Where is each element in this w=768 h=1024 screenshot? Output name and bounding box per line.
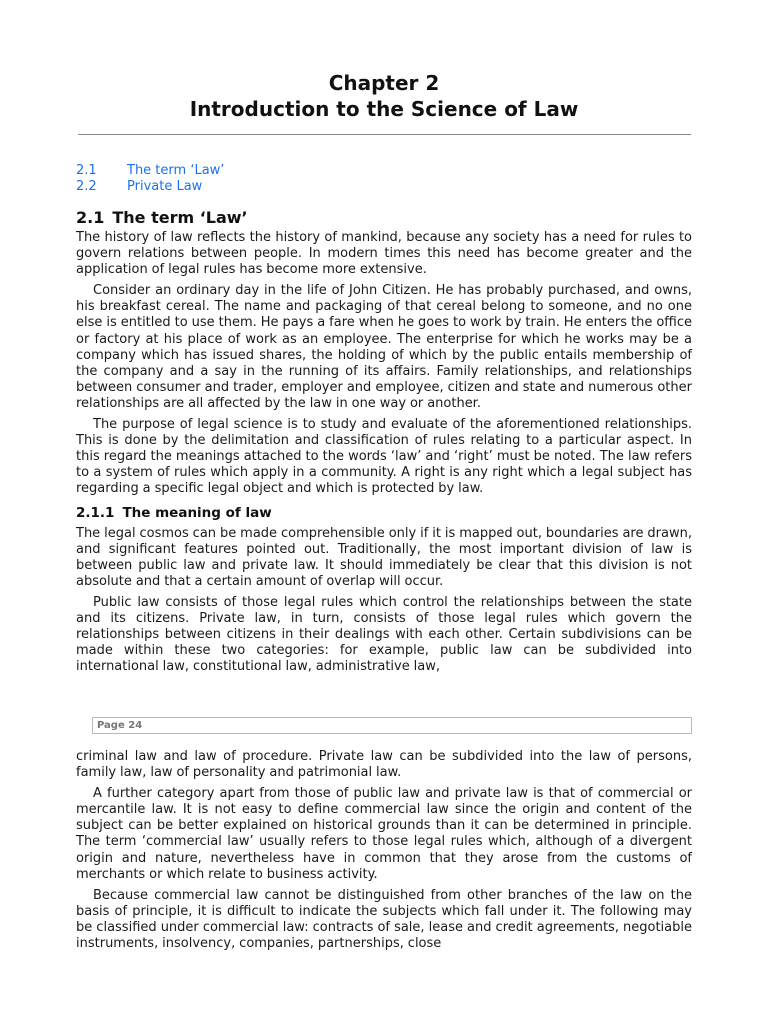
continued-text-block: [76, 749, 692, 957]
toc-number: 2.2: [76, 179, 97, 194]
subsection-title: The meaning of law: [122, 504, 272, 521]
section-heading-2-1: [76, 208, 692, 228]
chapter-number: Chapter 2: [328, 71, 440, 95]
main-text-block: [76, 208, 692, 680]
section-title: The term ‘Law’: [112, 208, 248, 227]
page-number-box: [92, 717, 692, 734]
paragraph: A further category apart from those of public law and private law is that of commercial or mercantile law. It is not easy to define commercial law since the origin and content of the subject can be better explained on historical grounds than it can be determined in principle. The term ‘commercial law’ usually refers to those legal rules which, although of a divergent origin and nature, nevertheless have in common that they arose from the customs of merchants or which relate to business activity.: [76, 786, 692, 882]
page-number: Page 24: [97, 720, 143, 731]
toc-label: The term ‘Law’: [127, 163, 225, 178]
chapter-heading: [0, 70, 768, 122]
paragraph: The legal cosmos can be made comprehensible only if it is mapped out, boundaries are drawn, and significant features pointed out. Traditionally, the most important division of law is between public law and private law. It should immediately be clear that this division is not absolute and that a certain amount of overlap will occur.: [76, 525, 692, 589]
chapter-title: Introduction to the Science of Law: [189, 97, 579, 121]
subsection-heading-2-1-1: [76, 505, 692, 522]
heading-divider: [78, 134, 691, 135]
paragraph: Because commercial law cannot be distinguished from other branches of the law on the basis of principle, it is difficult to indicate the subjects which fall under it. The following may be classified under commercial law: contracts of sale, lease and credit agreements, negotiable instruments, insolvency, companies, partnerships, close: [76, 887, 692, 952]
paragraph: The history of law reflects the history of mankind, because any society has a need for rules to govern relations between people. In modern times this need has become greater and the application of legal rules has become more extensive.: [76, 230, 692, 278]
toc-link-2-2[interactable]: [76, 179, 224, 195]
paragraph: Public law consists of those legal rules which control the relationships between the state and its citizens. Private law, in turn, consists of those legal rules which govern the relationships between citizens in their dealings with each other. Certain subdivisions can be made within these two categories: for example, public law can be subdivided into international law, constitutional law, administrative law,: [76, 594, 692, 675]
section-number: 2.1: [76, 208, 105, 227]
toc-link-2-1[interactable]: [76, 163, 224, 179]
paragraph: The purpose of legal science is to study and evaluate of the aforementioned relationships. This is done by the delimitation and classification of rules relating to a particular aspect. In this regard the meanings attached to the words ‘law’ and ‘right’ must be noted. The law refers to a system of rules which apply in a community. A right is any right which a legal subject has regarding a specific legal object and which is protected by law.: [76, 417, 692, 497]
toc-label: Private Law: [127, 179, 203, 194]
paragraph: Consider an ordinary day in the life of John Citizen. He has probably purchased, and owns, his breakfast cereal. The name and packaging of that cereal belong to someone, and no one else is entitled to use them. He pays a fare when he goes to work by train. He enters the office or factory at his place of work as an employee. The enterprise for which he works may be a company which has issued shares, the holding of which by the public entails membership of the company and a say in the running of its affairs. Family relationships, and relationships between consumer and trader, employer and employee, citizen and state and numerous other relationships are all affected by the law in one way or another.: [76, 283, 692, 411]
table-of-contents: [76, 163, 224, 195]
paragraph: criminal law and law of procedure. Private law can be subdivided into the law of persons, family law, law of personality and patrimonial law.: [76, 749, 692, 781]
toc-number: 2.1: [76, 163, 97, 178]
subsection-number: 2.1.1: [76, 504, 115, 521]
